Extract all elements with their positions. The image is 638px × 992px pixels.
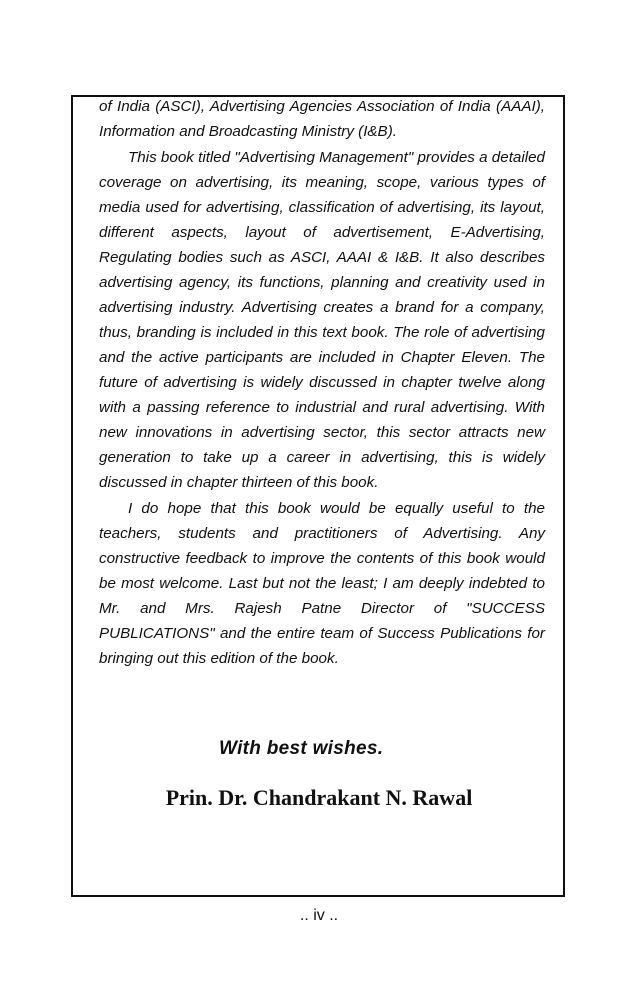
- paragraph-continuation: of India (ASCI), Advertising Agencies Association of India (AAAI), Information and Broadcasting Ministry (I&B).: [99, 98, 545, 140]
- paragraph-acknowledgement: I do hope that this book would be equally useful to the teachers, students and practitioners of Advertising. Any constructive feedback to improve the contents of this book would be most welcome. Last but not the least; I am deeply indebted to Mr. and Mrs. Rajesh Patne Director of "SUCCESS PUBLICATIONS" and the entire team of Success Publications for bringing out this edition of the book.: [99, 500, 545, 667]
- paragraph-book-description: This book titled "Advertising Management" provides a detailed coverage on advertising, its meaning, scope, various types of media used for advertising, classification of advertising, its layout, different aspects, layout of advertisement, E-Advertising, Regulating bodies such as ASCI, AAAI & I&B. It also describes advertising agency, its functions, planning and creativity used in advertising industry. Advertising creates a brand for a company, thus, branding is included in this text book. The role of advertising and the active participants are included in Chapter Eleven. The future of advertising is widely discussed in chapter twelve along with a passing reference to industrial and rural advertising. With new innovations in advertising sector, this sector attracts new generation to take up a career in advertising, this is widely discussed in chapter thirteen of this book.: [99, 149, 545, 491]
- page-number: .. iv ..: [299, 907, 339, 924]
- preface-text: [99, 94, 545, 671]
- author-signature: Prin. Dr. Chandrakant N. Rawal: [165, 785, 473, 810]
- closing-wishes: With best wishes.: [219, 738, 384, 759]
